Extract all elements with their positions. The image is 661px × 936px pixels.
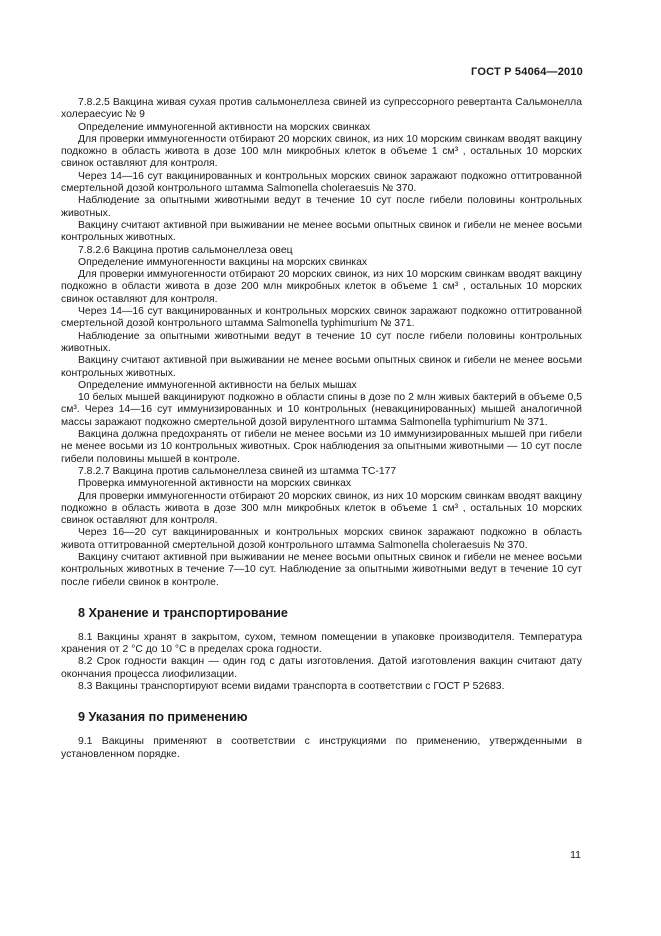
- s9-paragraph-1: 9.1 Вакцины применяют в соответствии с инструкциями по применению, утвержденными в установленном порядке.: [61, 736, 582, 760]
- s725-paragraph-3: Наблюдение за опытными животными ведут в течение 10 сут после гибели половины контрольных животных.: [61, 195, 582, 219]
- s725-paragraph-4: Вакцину считают активной при выживании не менее восьми опытных свинок и гибели не менее восьми контрольных животных.: [61, 219, 582, 244]
- s727-paragraph-3: Вакцину считают активной при выживании не менее восьми опытных свинок и гибели не менее восьми контрольных животных в течение 7—10 сут. Наблюдение за опытными животными ведут в течение 10 сут после гибели свинок в контроле.: [61, 551, 582, 588]
- page-number: 11: [570, 849, 581, 861]
- section-9-heading: 9 Указания по применению: [78, 710, 248, 725]
- s726-subtitle-2: Определение иммуногенной активности на белых мышах: [78, 379, 357, 391]
- s726-paragraph-4: Вакцину считают активной при выживании не менее восьми опытных свинок и гибели не менее восьми контрольных животных.: [61, 355, 582, 379]
- s8-paragraph-1: 8.1 Вакцины хранят в закрытом, сухом, темном помещении в упаковке производителя. Температура хранения от 2 °С до 10 °С в пределах срока годности.: [61, 631, 582, 656]
- s8-paragraph-3: 8.3 Вакцины транспортируют всеми видами транспорта в соответствии с ГОСТ Р 52683.: [78, 681, 505, 693]
- s725-subtitle: Определение иммуногенной активности на морских свинках: [78, 121, 371, 133]
- s726-paragraph-3: Наблюдение за опытными животными ведут в течение 10 сут после гибели половины контрольных животных.: [61, 330, 582, 354]
- section-8-heading: 8 Хранение и транспортирование: [78, 605, 288, 620]
- s725-title: 7.8.2.5 Вакцина живая сухая против сальмонеллеза свиней из супрессорного ревертанта Сальмонелла холераесуис № 9: [61, 97, 582, 121]
- s725-paragraph-1: Для проверки иммуногенности отбирают 20 морских свинок, из них 10 морским свинкам вводят вакцину подкожно в область живота в дозе 100 млн микробных клеток в объеме 1 см³ , остальных 10 морских свинок оставляют для контроля.: [61, 133, 582, 170]
- s727-paragraph-1: Для проверки иммуногенности отбирают 20 морских свинок, из них 10 морским свинкам вводят вакцину подкожно в область живота в дозе 300 млн микробных клеток в объеме 1 см³ , остальных 10 морских свинок оставляют для контроля.: [61, 490, 582, 527]
- s727-paragraph-2: Через 16—20 сут вакцинированных и контрольных морских свинок заражают подкожно в область живота оттитрованной смертельной дозой контрольного штамма Salmonella choleraesuis № 370.: [61, 527, 582, 551]
- s726-paragraph-5: 10 белых мышей вакцинируют подкожно в области спины в дозе по 2 млн живых бактерий в объеме 0,5 см³. Через 14—16 сут иммунизированных и 10 контрольных (невакцинированных) мышей аналогичной массы заражают подкожно смертельной дозой вирулентного штамма Salmonella typhimurium № 371.: [61, 392, 582, 428]
- s726-paragraph-2: Через 14—16 сут вакцинированных и контрольных морских свинок заражают подкожно оттитрованной смертельной дозой контрольного штамма Salmonella typhimurium № 371.: [61, 306, 582, 330]
- page-header: ГОСТ Р 54064—2010: [471, 66, 583, 78]
- document-body: [61, 97, 582, 761]
- s726-subtitle: Определение иммуногенности вакцины на морских свинках: [78, 256, 368, 268]
- s727-title: 7.8.2.7 Вакцина против сальмонеллеза свиней из штамма ТС-177: [78, 465, 397, 477]
- s726-paragraph-1: Для проверки иммуногенности отбирают 20 морских свинок, из них 10 морским свинкам вводят вакцину подкожно в области живота в дозе 200 млн микробных клеток в объеме 1 см³ , остальных 10 морских свинок оставляют для контроля.: [61, 269, 582, 305]
- s727-subtitle: Проверка иммуногенной активности на морских свинках: [78, 478, 352, 490]
- s726-paragraph-6: Вакцина должна предохранять от гибели не менее восьми из 10 иммунизированных мышей при гибели не менее восьми из 10 контрольных животных. Срок наблюдения за опытными животными — 10 сут после гибели половины мышей в контроле.: [61, 429, 582, 465]
- s8-paragraph-2: 8.2 Срок годности вакцин — один год с даты изготовления. Датой изготовления вакцин считают дату окончания процесса лиофилизации.: [61, 656, 582, 680]
- s726-title: 7.8.2.6 Вакцина против сальмонеллеза овец: [78, 244, 293, 256]
- s725-paragraph-2: Через 14—16 сут вакцинированных и контрольных морских свинок заражают подкожно оттитрованной смертельной дозой контрольного штамма Salmonella choleraesuis № 370.: [61, 170, 582, 195]
